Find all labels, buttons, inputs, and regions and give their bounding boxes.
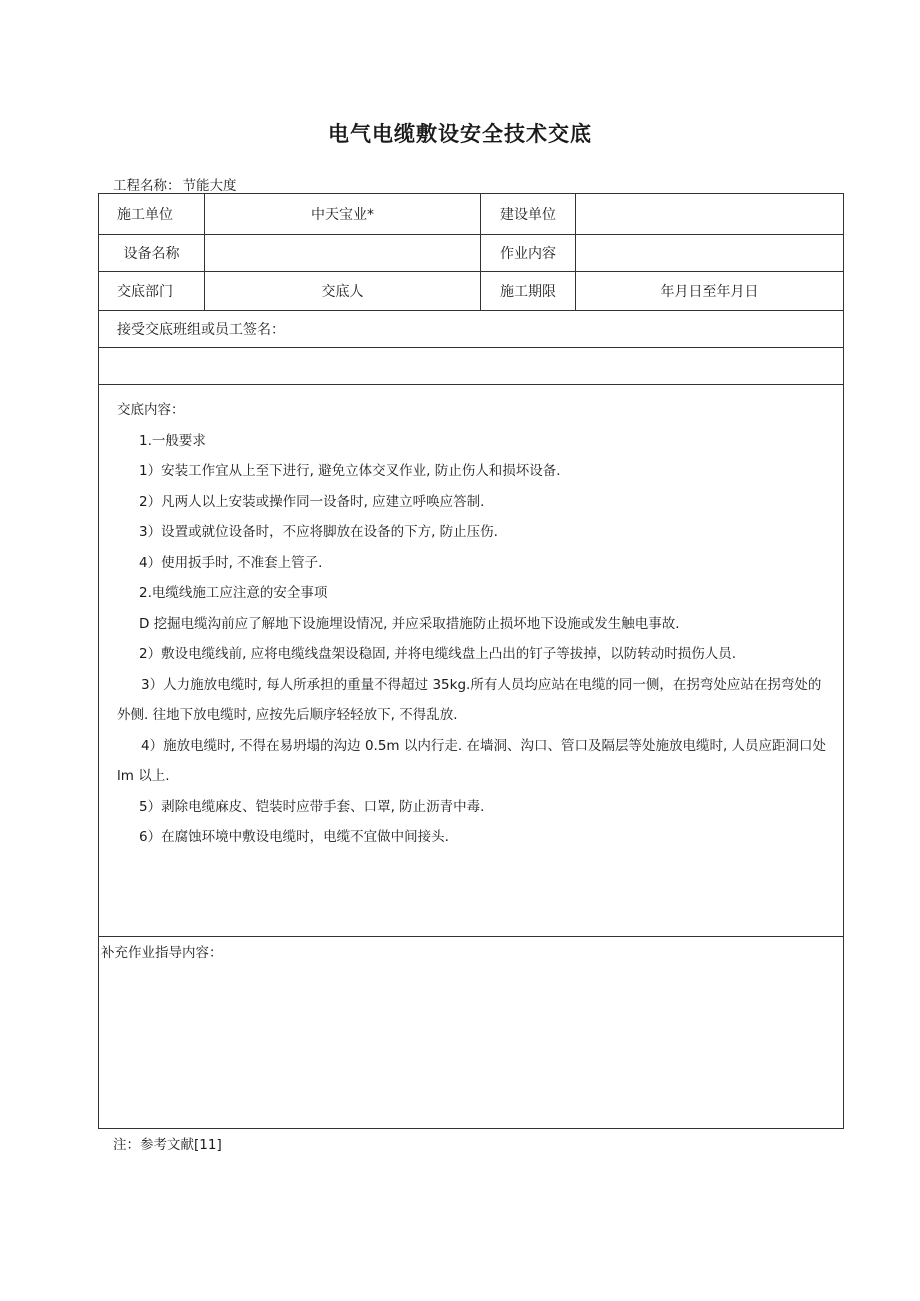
owner-unit-value: [576, 194, 844, 235]
content-line: 2.电缆线施工应注意的安全事项: [139, 585, 328, 601]
construction-unit-label: 施工单位: [99, 194, 205, 235]
work-content-label: 作业内容: [481, 235, 576, 272]
work-content-value: [576, 235, 844, 272]
footnote: 注：参考文献[11]: [113, 1137, 222, 1153]
content-line: 2）敷设电缆线前, 应将电缆线盘架设稳固, 并将电缆线盘上凸出的钉子等拔掉，以防转动时损伤人员.: [139, 646, 737, 662]
content-line: 1）安装工作宜从上至下进行, 避免立体交叉作业, 防止伤人和损坏设备.: [139, 463, 561, 479]
signature-field[interactable]: [99, 348, 844, 385]
table-row: [99, 311, 844, 348]
content-line: 4）使用扳手时, 不准套上管子.: [139, 554, 323, 571]
construction-period-value: 年月日至年月日: [576, 272, 844, 311]
content-line: D 挖掘电缆沟前应了解地下设施埋设情况, 并应采取措施防止损坏地下设施或发生触电事故.: [139, 615, 680, 632]
table-row: [99, 348, 844, 385]
equipment-name-value: [205, 235, 481, 272]
owner-unit-label: 建设单位: [481, 194, 576, 235]
content-line: 3）人力施放电缆时, 每人所承担的重量不得超过 35kg.所有人员均应站在电缆的同一侧，在拐弯处应站在拐弯处的外侧. 往地下放电缆时, 应按先后顺序轻轻放下, 不得乱放.: [117, 676, 822, 723]
briefing-table: [98, 193, 844, 1129]
table-row: [99, 937, 844, 1129]
page-title: 电气电缆敷设安全技术交底: [328, 122, 592, 146]
construction-period-label: 施工期限: [481, 272, 576, 311]
briefing-dept-label: 交底部门: [99, 272, 205, 311]
table-row: [99, 194, 844, 235]
project-name-label: 工程名称：: [113, 178, 181, 194]
table-row: [99, 272, 844, 311]
supplement-label: 补充作业指导内容：: [101, 945, 223, 961]
briefing-content-cell: [99, 385, 844, 937]
content-line: 3）设置或就位设备时，不应将脚放在设备的下方, 防止压伤.: [139, 524, 498, 540]
project-name: [113, 174, 239, 194]
content-line: 5）剥除电缆麻皮、铠装时应带手套、口罩, 防止沥青中毒.: [139, 798, 485, 815]
content-line: 2）凡两人以上安装或操作同一设备时, 应建立呼唤应答制.: [139, 493, 485, 510]
project-name-value: 节能大度: [182, 178, 237, 194]
equipment-name-label: 设备名称: [99, 235, 205, 272]
table-row: [99, 235, 844, 272]
supplement-cell: [99, 937, 844, 1129]
content-heading: 交底内容：: [117, 402, 185, 418]
table-row: [99, 385, 844, 937]
content-line: 4）施放电缆时, 不得在易坍塌的沟边 0.5m 以内行走. 在墙洞、沟口、管口及隔层等处施放电缆时, 人员应距洞口处 lm 以上.: [117, 737, 827, 784]
construction-unit-value: 中天宝业*: [205, 194, 481, 235]
briefing-person-label: 交底人: [205, 272, 481, 311]
content-line: 1.一般要求: [139, 432, 206, 449]
content-line: 6）在腐蚀环境中敷设电缆时，电缆不宜做中间接头.: [139, 829, 449, 845]
signature-label: 接受交底班组或员工签名：: [99, 311, 844, 348]
